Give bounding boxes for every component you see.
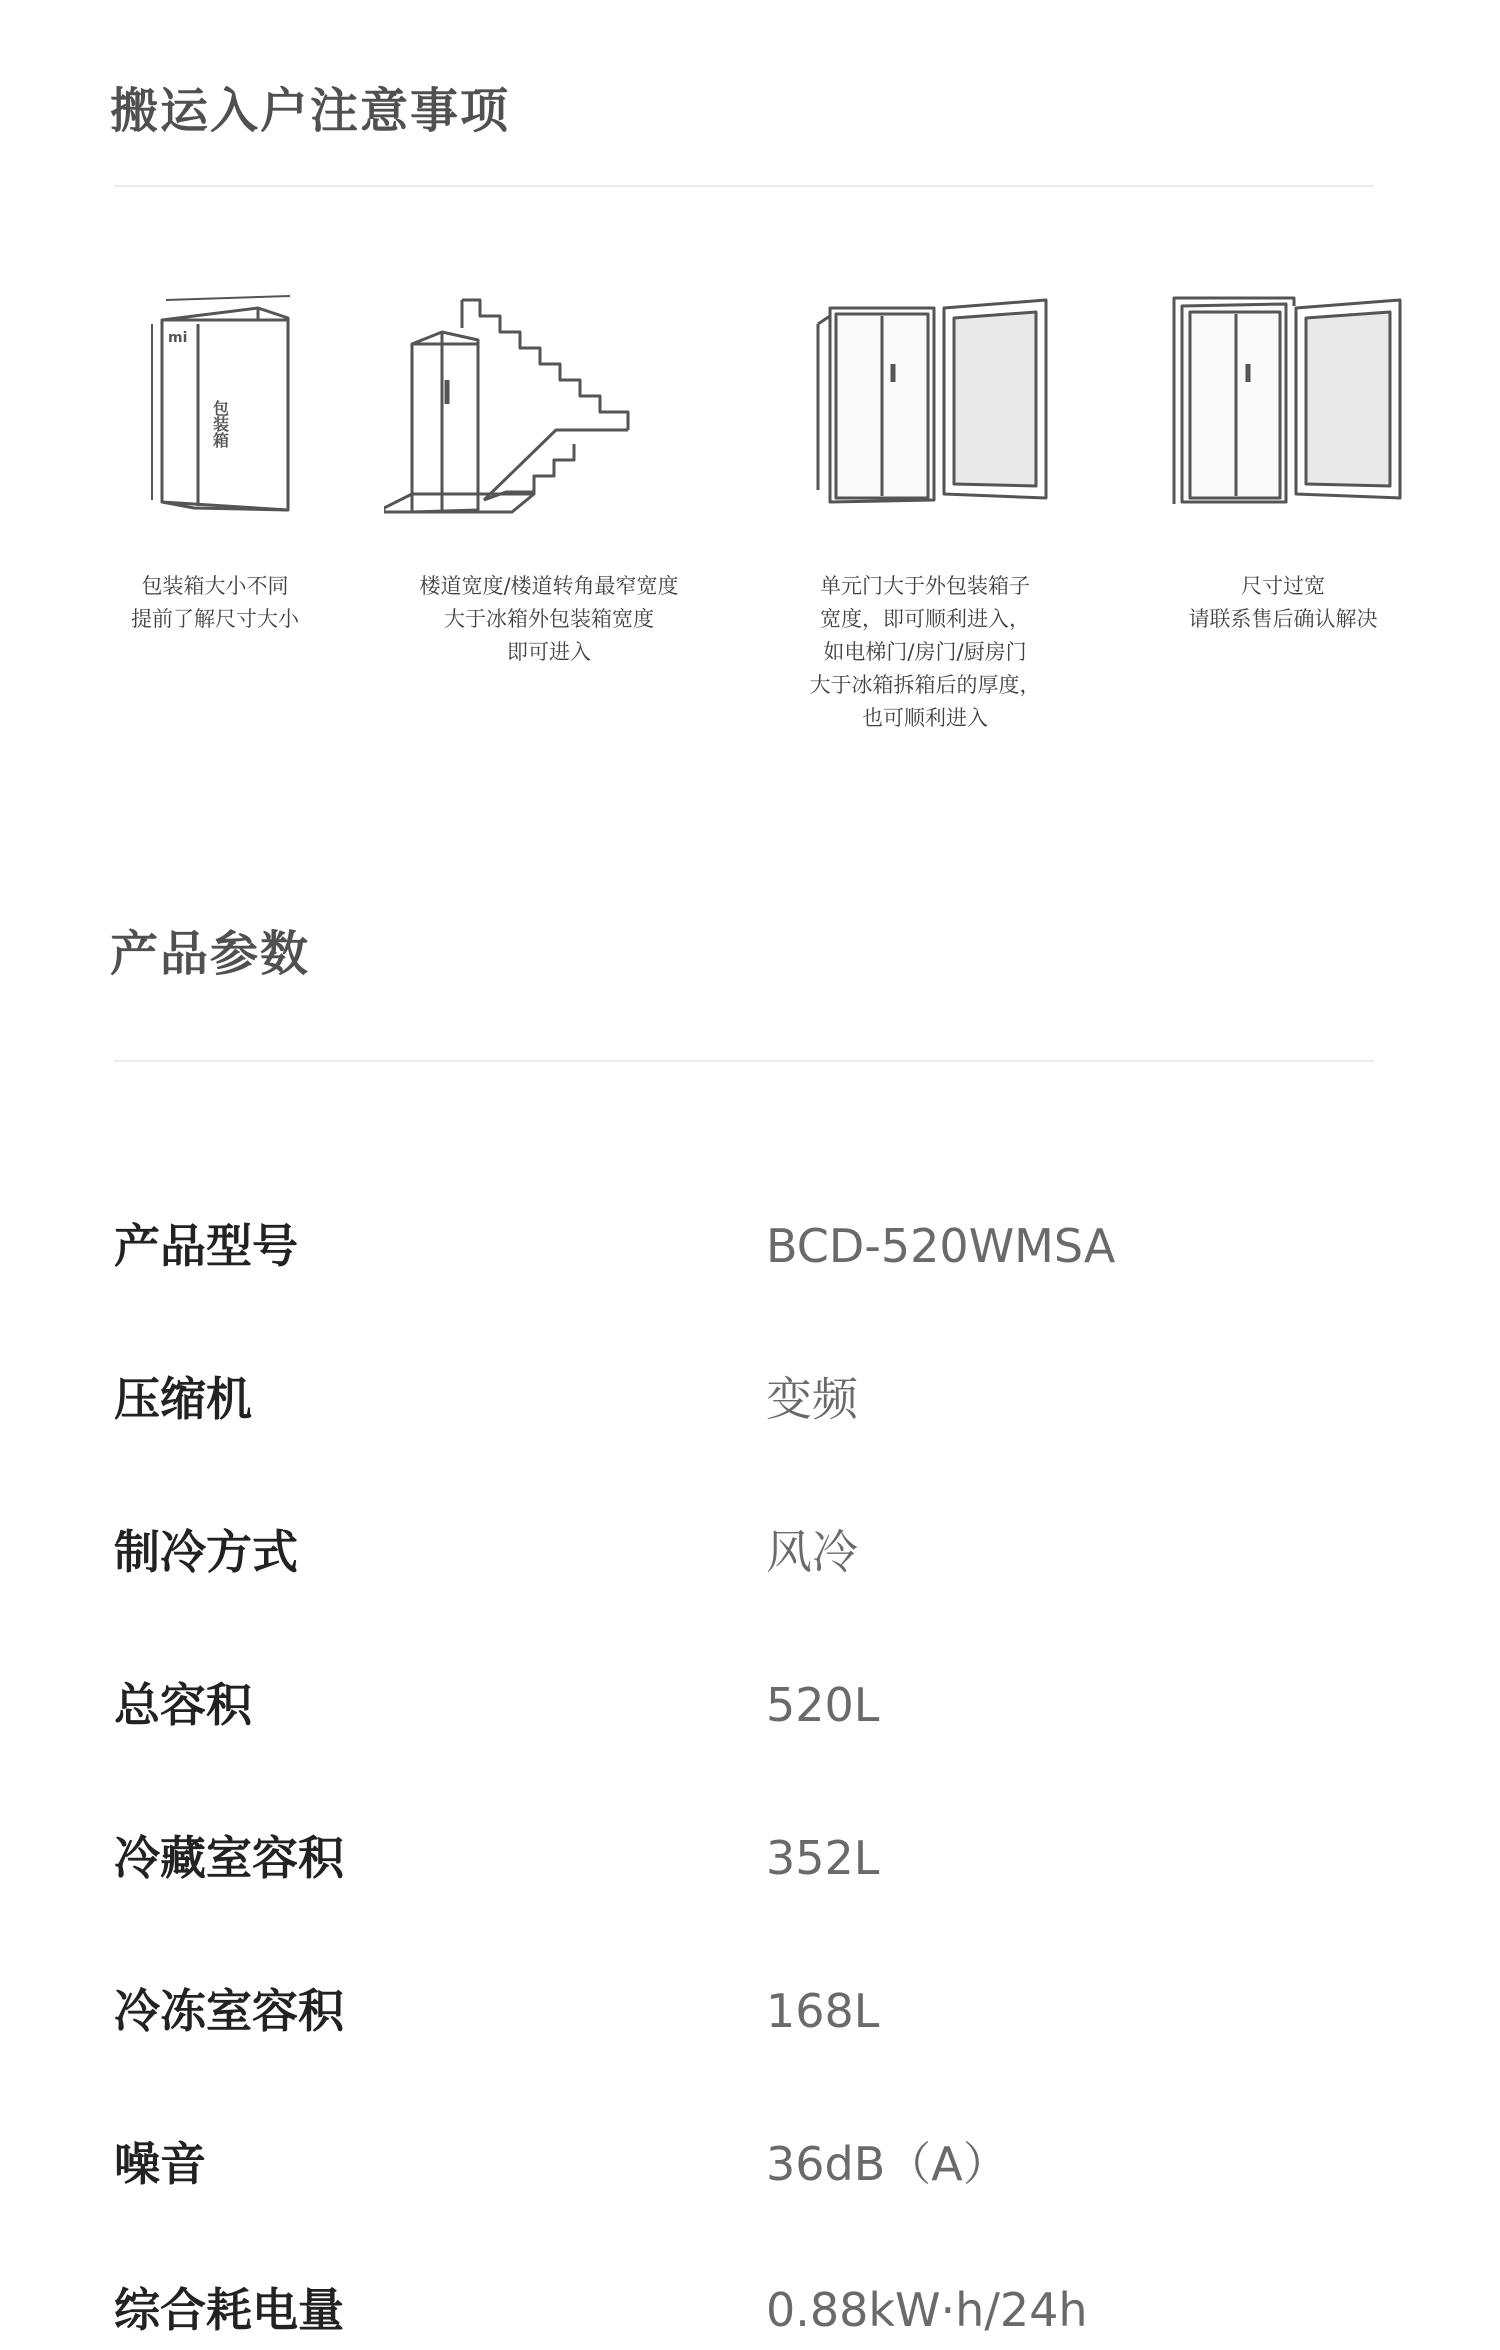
param-label: 冷藏室容积 <box>114 1831 344 1885</box>
open-door-fridge-icon <box>760 280 1090 520</box>
param-row-freezer-volume <box>114 1971 1374 2051</box>
params-section-title: 产品参数 <box>110 926 311 982</box>
param-label: 噪音 <box>114 2137 206 2191</box>
param-row-total-volume <box>114 1665 1374 1745</box>
delivery-section-title: 搬运入户注意事项 <box>110 83 511 139</box>
param-label: 综合耗电量 <box>114 2283 344 2337</box>
notice-caption: 包装箱大小不同 提前了解尺寸大小 <box>131 574 299 631</box>
section-divider <box>114 185 1374 187</box>
param-label: 产品型号 <box>114 1219 298 1273</box>
fridge-door-frame-icon <box>1118 280 1448 520</box>
param-row-fridge-volume <box>114 1818 1374 1898</box>
param-label: 冷冻室容积 <box>114 1984 344 2038</box>
param-value: 变频 <box>766 1372 858 1426</box>
fridge-stairs-icon <box>384 280 714 520</box>
param-value: 520L <box>766 1678 880 1732</box>
param-row-power <box>114 2270 1374 2350</box>
param-value: 168L <box>766 1984 880 2038</box>
brand-mark: mi <box>168 330 188 346</box>
package-box-label: 包装箱 <box>210 400 230 448</box>
notice-caption: 楼道宽度/楼道转角最窄宽度 大于冰箱外包装箱宽度 即可进入 <box>419 574 679 664</box>
param-value: 风冷 <box>766 1525 858 1579</box>
param-row-noise <box>114 2124 1374 2204</box>
notice-caption: 尺寸过宽 请联系售后确认解决 <box>1188 574 1378 631</box>
param-row-model <box>114 1206 1374 1286</box>
param-value: 352L <box>766 1831 880 1885</box>
param-row-compressor <box>114 1359 1374 1439</box>
param-row-cooling <box>114 1512 1374 1592</box>
param-label: 总容积 <box>114 1678 252 1732</box>
package-box-icon <box>50 280 380 520</box>
param-label: 制冷方式 <box>114 1525 298 1579</box>
param-label: 压缩机 <box>114 1372 252 1426</box>
param-value: BCD-520WMSA <box>766 1219 1116 1273</box>
param-value: 0.88kW·h/24h <box>766 2283 1088 2337</box>
param-value: 36dB（A） <box>766 2137 1009 2191</box>
notice-caption: 单元门大于外包装箱子 宽度，即可顺利进入， 如电梯门/房门/厨房门 大于冰箱拆箱后的厚度， 也可顺利进入 <box>809 574 1041 730</box>
section-divider <box>114 1060 1374 1062</box>
